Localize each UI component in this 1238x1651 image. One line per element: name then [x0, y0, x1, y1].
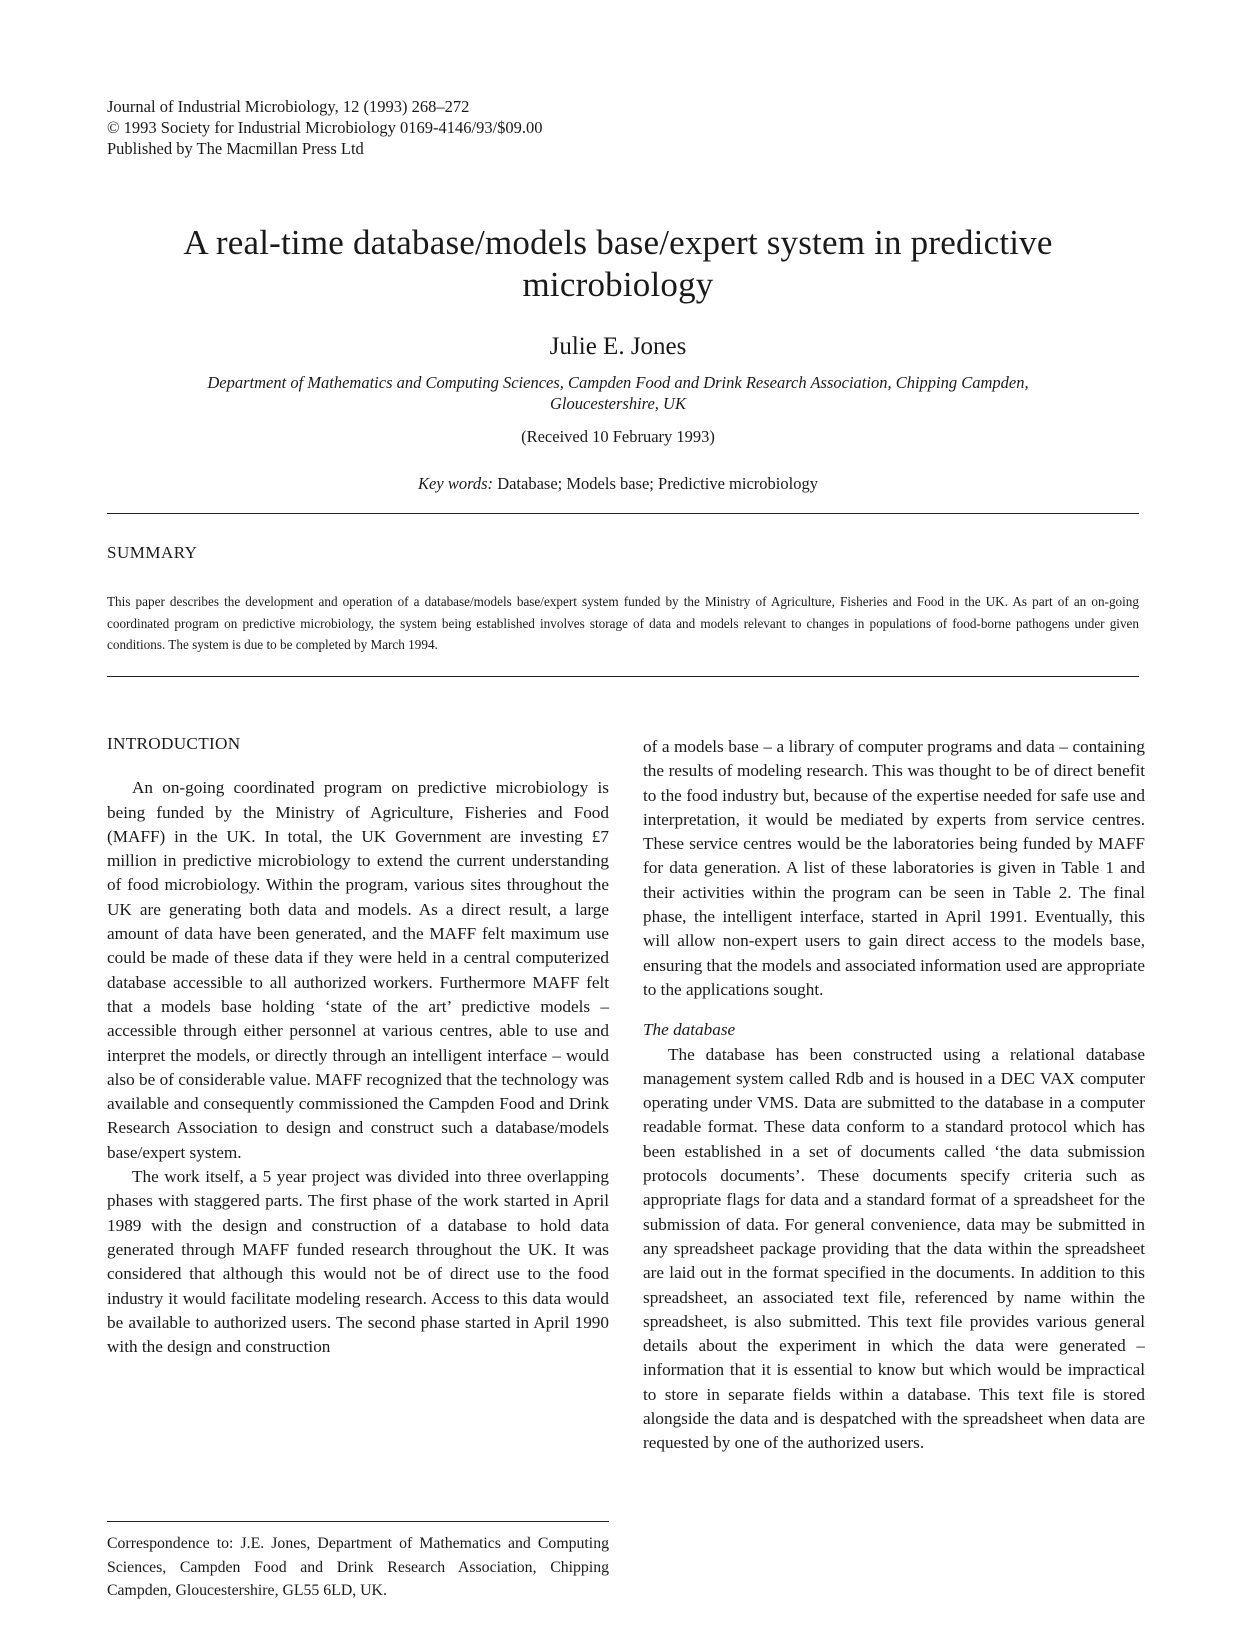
- keywords: [110, 473, 1126, 494]
- divider-top: [107, 513, 1139, 514]
- title-line-2: microbiology: [522, 265, 714, 304]
- article-title: [110, 222, 1126, 306]
- journal-citation: Journal of Industrial Microbiology, 12 (1993) 268–272: [107, 97, 470, 116]
- copyright-line: © 1993 Society for Industrial Microbiology 0169-4146/93/$09.00: [107, 118, 543, 137]
- affiliation-line-2: Gloucestershire, UK: [550, 394, 686, 413]
- author-name: Julie E. Jones: [549, 333, 687, 360]
- keywords-list: Database; Models base; Predictive microbiology: [497, 474, 818, 493]
- summary-heading: SUMMARY: [107, 543, 198, 562]
- correspondence-footnote: Correspondence to: J.E. Jones, Department of Mathematics and Computing Sciences, Campden Food and Drink Research Association, Chipping Campden, Gloucestershire, GL55 6LD, UK.: [107, 1535, 609, 1599]
- intro-paragraph-2-continued: of a models base – a library of computer programs and data – containing the results of modeling research. This was thought to be of direct benefit to the food industry but, because of the expertise needed for safe use and interpretation, it would be mediated by experts from service centres. These service centres would be the laboratories being funded by MAFF for data generation. A list of these laboratories is given in Table 1 and their activities within the program can be seen in Table 2. The final phase, the intelligent interface, started in April 1991. Eventually, this will allow non-expert users to gain direct access to the models base, ensuring that the models and associated information used are appropriate to the applications sought.: [643, 737, 1145, 999]
- title-line-1: A real-time database/models base/expert system in predictive: [183, 223, 1053, 262]
- summary-text: This paper describes the development and operation of a database/models base/expert system funded by the Ministry of Agriculture, Fisheries and Food in the UK. As part of an on-going coordinated program on predictive microbiology, the system being established involves storage of data and models relevant to changes in populations of food-borne pathogens under given conditions. The system is due to be completed by March 1994.: [107, 594, 1139, 652]
- journal-info: [107, 96, 543, 159]
- keywords-label: Key words:: [418, 474, 494, 493]
- affiliation-line-1: Department of Mathematics and Computing Sciences, Campden Food and Drink Research Association, Chipping Campden,: [207, 373, 1029, 392]
- intro-paragraph-2: The work itself, a 5 year project was divided into three overlapping phases with staggered parts. The first phase of the work started in April 1989 with the design and construction of a database to hold data generated through MAFF funded research throughout the UK. It was considered that although this would not be of direct use to the food industry it would facilitate modeling research. Access to this data would be available to authorized users. The second phase started in April 1990 with the design and construction: [107, 1167, 609, 1357]
- footnote-divider: [107, 1521, 609, 1522]
- introduction-heading: INTRODUCTION: [107, 734, 241, 753]
- database-paragraph: The database has been constructed using a relational database management system called Rdb and is housed in a DEC VAX computer operating under VMS. Data are submitted to the database in a computer readable format. These data conform to a standard protocol which has been established in a set of documents called ‘the data submission protocols documents’. These documents specify criteria such as appropriate flags for data and a standard format of a spreadsheet for the submission of data. For general convenience, data may be submitted in any spreadsheet package providing that the data within the spreadsheet are laid out in the format specified in the documents. In addition to this spreadsheet, an associated text file, referenced by name within the spreadsheet, is also submitted. This text file provides various general details about the experiment in which the data were generated – information that it is essential to know but which would be impractical to store in separate fields within a database. This text file is stored alongside the data and is despatched with the spreadsheet when data are requested by one of the authorized users.: [643, 1044, 1145, 1453]
- intro-paragraph-1: An on-going coordinated program on predictive microbiology is being funded by the Ministry of Agriculture, Fisheries and Food (MAFF) in the UK. In total, the UK Government are investing £7 million in predictive microbiology to extend the current understanding of food microbiology. Within the program, various sites throughout the UK are generating both data and models. As a direct result, a large amount of data have been generated, and the MAFF felt maximum use could be made of these data if they were held in a central computerized database accessible to all authorized workers. Furthermore MAFF felt that a models base holding ‘state of the art’ predictive models – accessible through either personnel at various centres, able to use and interpret the models, or directly through an intelligent interface – would also be of considerable value. MAFF recognized that the technology was available and consequently commissioned the Campden Food and Drink Research Association to design and construct such a database/models base/expert system.: [107, 778, 609, 1162]
- received-date: (Received 10 February 1993): [521, 427, 715, 446]
- right-column: [643, 735, 1145, 1456]
- publisher-line: Published by The Macmillan Press Ltd: [107, 139, 364, 158]
- left-column: [107, 732, 609, 1359]
- author-affiliation: [110, 372, 1126, 414]
- database-heading: The database: [643, 1020, 736, 1040]
- divider-summary: [107, 676, 1139, 677]
